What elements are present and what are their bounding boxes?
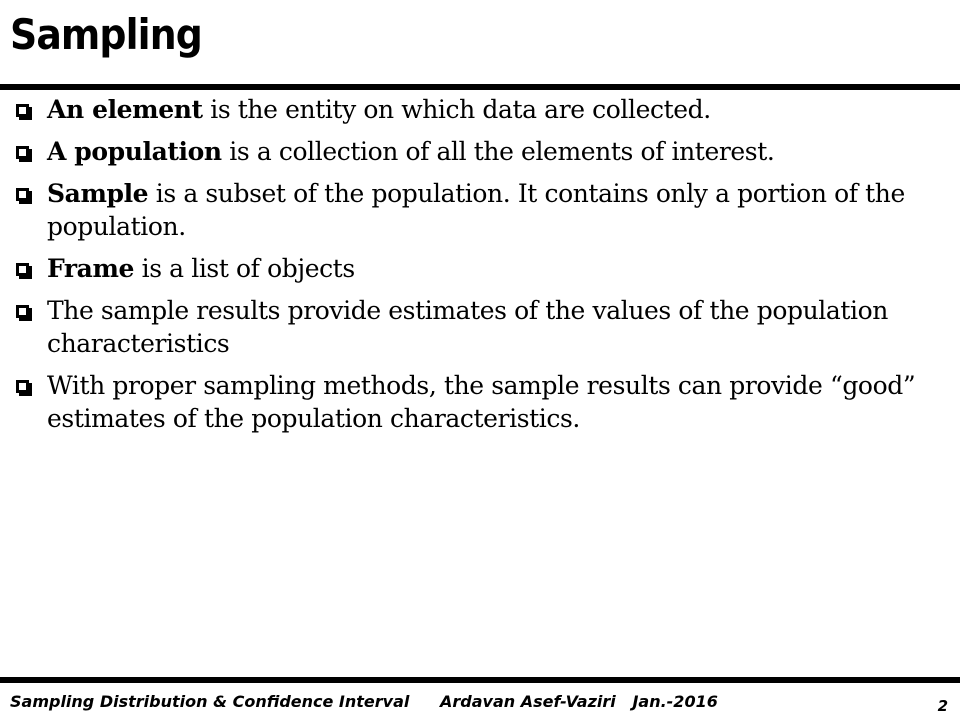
bullet-item	[14, 135, 949, 168]
title-divider	[0, 84, 960, 90]
footer-divider	[0, 677, 960, 683]
square-bullet-icon	[16, 104, 29, 117]
square-bullet-icon	[16, 263, 29, 276]
bullet-text: The sample results provide estimates of the values of the population characteristics	[47, 296, 888, 358]
bullet-item	[14, 294, 949, 360]
footer-author-date: Ardavan Asef-Vaziri Jan.-2016	[440, 692, 718, 711]
bullet-term: A population	[47, 137, 222, 166]
bullet-term: Frame	[47, 254, 135, 283]
square-bullet-icon	[16, 380, 29, 393]
bullet-text: is the entity on which data are collected.	[202, 95, 711, 124]
bullet-list	[14, 93, 949, 444]
bullet-text: is a collection of all the elements of interest.	[221, 137, 775, 166]
bullet-text: With proper sampling methods, the sample results can provide “good” estimates of the population characteristics.	[47, 371, 916, 433]
footer-course-title: Sampling Distribution & Confidence Interval	[10, 692, 410, 711]
page-number: 2	[937, 697, 948, 715]
bullet-item	[14, 177, 949, 243]
square-bullet-icon	[16, 146, 29, 159]
bullet-item	[14, 252, 949, 285]
bullet-term: An element	[47, 95, 203, 124]
slide-footer	[0, 690, 960, 714]
bullet-item	[14, 93, 949, 126]
slide-title: Sampling	[10, 10, 202, 59]
bullet-term: Sample	[47, 179, 149, 208]
bullet-item	[14, 369, 949, 435]
square-bullet-icon	[16, 188, 29, 201]
square-bullet-icon	[16, 305, 29, 318]
bullet-text: is a subset of the population. It contains only a portion of the population.	[47, 179, 905, 241]
bullet-text: is a list of objects	[134, 254, 355, 283]
